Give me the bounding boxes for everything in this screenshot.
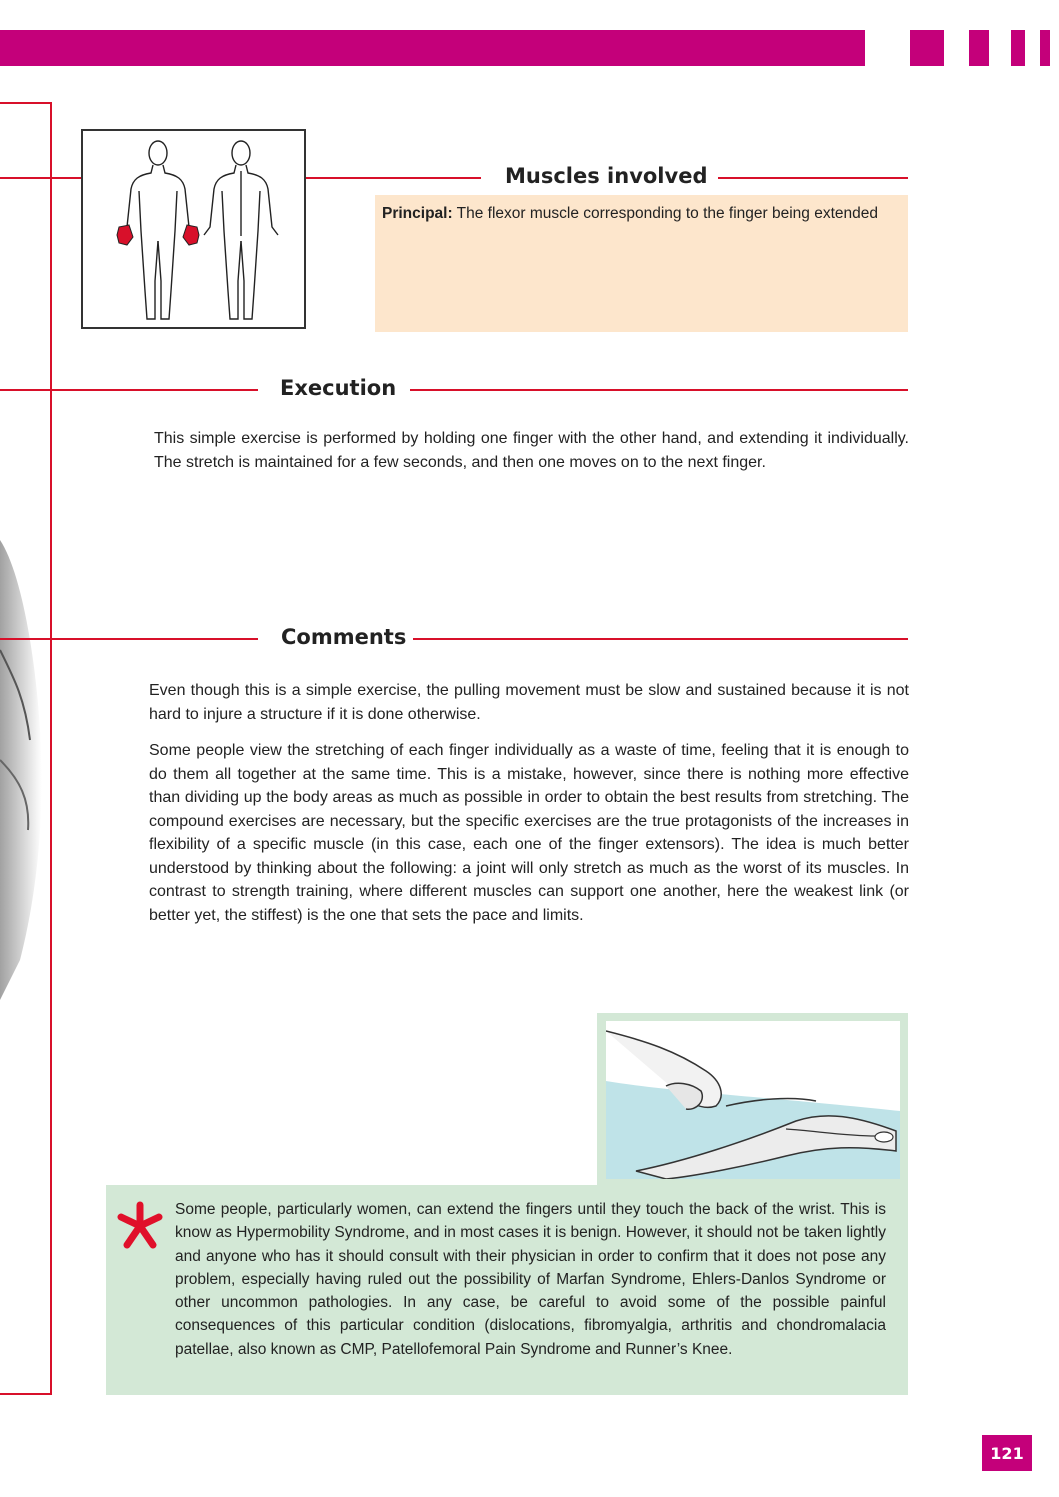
frame-line	[0, 1393, 52, 1395]
section-title-muscles: Muscles involved	[505, 164, 708, 188]
side-photo	[0, 530, 50, 1000]
section-title-execution: Execution	[280, 376, 397, 400]
header-block	[1011, 30, 1025, 66]
muscles-principal	[382, 204, 902, 224]
header-block	[1040, 30, 1050, 66]
heading-rule	[410, 389, 908, 391]
header-band	[0, 30, 865, 66]
heading-rule	[306, 177, 481, 179]
muscle-figure	[81, 129, 306, 329]
frame-line	[0, 102, 52, 104]
hand-stretch-illustration	[606, 1021, 900, 1179]
heading-rule	[718, 177, 908, 179]
header-block	[969, 30, 989, 66]
note-text: Some people, particularly women, can extend the fingers until they touch the back of the wrist. This is know as Hypermobility Syndrome, and in most cases it is benign. However, it should not be taken lightly and anyone who has it should consult with their physician in order to confirm that it does not pose any problem, especially having ruled out the possibility of Marfan Syndrome, Ehlers-Danlos Syndrome or other uncommon pathologies. In any case, be careful to avoid some of the possible painful consequences of this particular condition (dislocations, fibromyalgia, arthritis and chondromalacia patellae, also known as CMP, Patellofemoral Pain Syndrome and Runner’s Knee.	[175, 1201, 886, 1358]
heading-rule	[0, 389, 258, 391]
execution-text: This simple exercise is performed by holding one finger with the other hand, and extending it individually. The stretch is maintained for a few seconds, and then one moves on to the next finger.	[154, 430, 909, 471]
header-block	[910, 30, 944, 66]
heading-rule	[413, 638, 908, 640]
asterisk-icon	[114, 1200, 166, 1252]
section-title-comments: Comments	[281, 625, 407, 649]
heading-rule	[0, 638, 258, 640]
heading-rule	[0, 177, 81, 179]
principal-label: Principal:	[382, 205, 453, 222]
comments-paragraph: Even though this is a simple exercise, the pulling movement must be slow and sustained because it is not hard to injure a structure if it is done otherwise.	[149, 682, 909, 723]
principal-text: The flexor muscle corresponding to the finger being extended	[456, 205, 879, 222]
frame-line	[50, 102, 52, 1395]
body-diagram-icon	[83, 131, 304, 327]
page-number: 121	[982, 1435, 1032, 1471]
comments-paragraph: Some people view the stretching of each finger individually as a waste of time, feeling that it is enough to do them all together at the same time. This is a mistake, however, since there is nothing more effective than dividing up the body areas as much as possible in order to obtain the best results from stretching. The compound exercises are necessary, but the specific exercises are the true protagonists of the increases in flexibility of a specific muscle (in this case, each one of the finger extensors). The idea is much better understood by thinking about the following: a joint will only stretch as much as the worst of its muscles. In contrast to strength training, where different muscles can support one another, here the weakest link (or better yet, the stiffest) is the one that sets the pace and limits.	[149, 742, 909, 924]
